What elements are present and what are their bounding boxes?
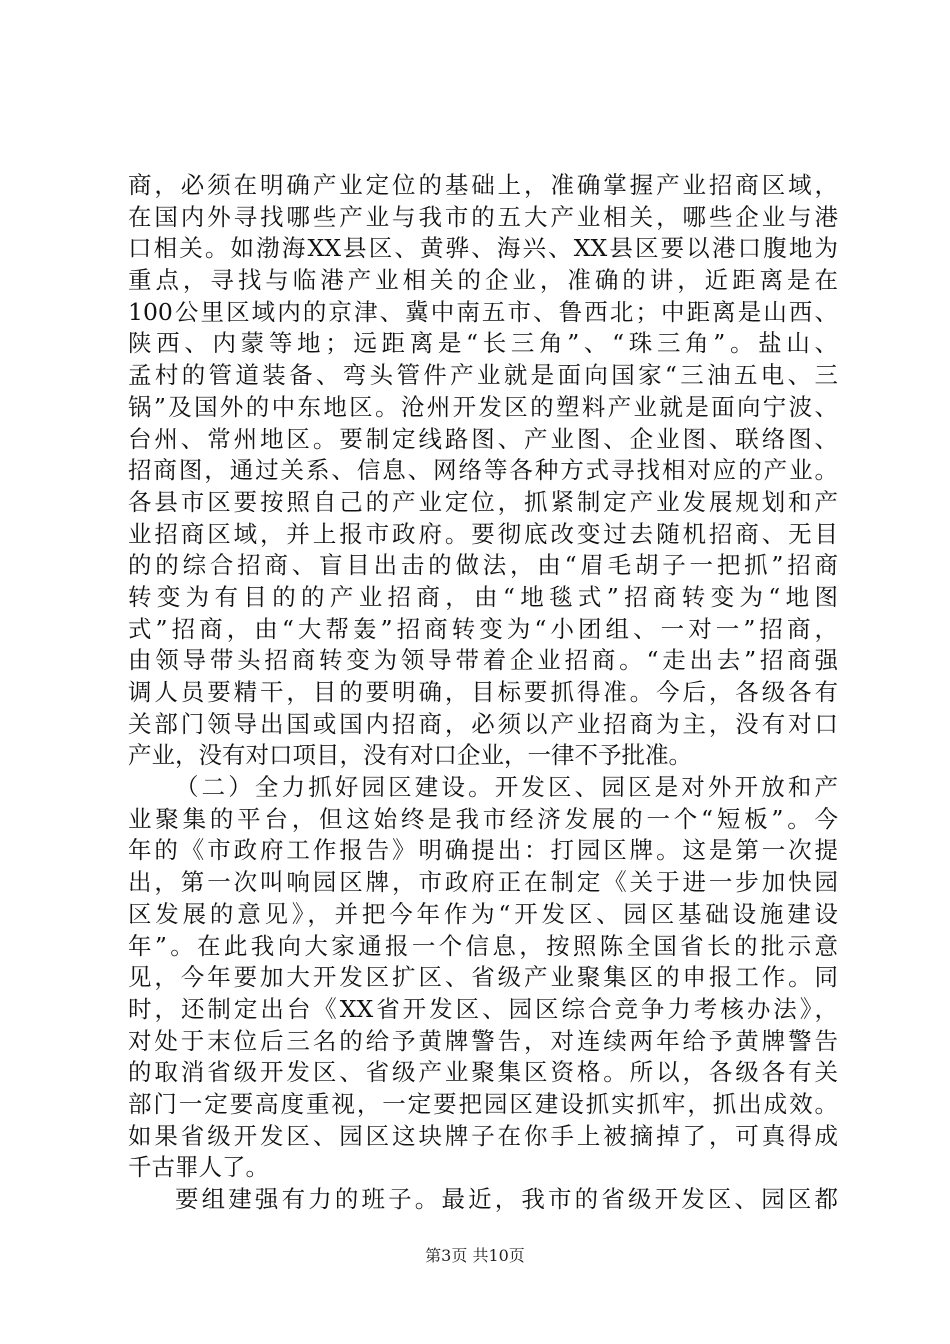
text-line: 见，今年要加大开发区扩区、省级产业聚集区的申报工作。同 — [128, 963, 838, 992]
text-line: 锅”及国外的中东地区。沧州开发区的塑料产业就是面向宁波、 — [128, 392, 838, 421]
text-line: 产业，没有对口项目，没有对口企业，一律不予批准。 — [128, 741, 692, 770]
page-number: 第3页 共10页 — [425, 1246, 525, 1265]
text-line: 转变为有目的的产业招商，由“地毯式”招商转变为“地图 — [128, 582, 838, 611]
text-line: 出，第一次叫响园区牌，市政府正在制定《关于进一步加快园 — [128, 868, 838, 897]
text-line: 时，还制定出台《XX省开发区、园区综合竞争力考核办法》， — [128, 994, 838, 1023]
text-line: 千古罪人了。 — [128, 1153, 269, 1182]
text-line: 部门一定要高度重视，一定要把园区建设抓实抓牢，抓出成效。 — [128, 1089, 838, 1118]
text-line: 陕西、内蒙等地；远距离是“长三角”、“珠三角”。盐山、 — [128, 329, 838, 358]
text-line: 在国内外寻找哪些产业与我市的五大产业相关，哪些企业与港 — [128, 202, 838, 231]
text-line: 业聚集的平台，但这始终是我市经济发展的一个“短板”。今 — [128, 804, 838, 833]
text-line: 口相关。如渤海XX县区、黄骅、海兴、XX县区要以港口腹地为 — [128, 234, 838, 263]
text-line: 调人员要精干，目的要明确，目标要抓得准。今后，各级各有 — [128, 678, 838, 706]
text-line: 年的《市政府工作报告》明确提出：打园区牌。这是第一次提 — [128, 836, 838, 865]
text-line: 的取消省级开发区、省级产业聚集区资格。所以，各级各有关 — [128, 1058, 838, 1087]
text-line: 的的综合招商、盲目出击的做法，由“眉毛胡子一把抓”招商 — [128, 551, 838, 580]
text-line: 如果省级开发区、园区这块牌子在你手上被摘掉了，可真得成 — [128, 1121, 838, 1150]
text-line: 台州、常州地区。要制定线路图、产业图、企业图、联络图、 — [128, 424, 838, 453]
text-line: 孟村的管道装备、弯头管件产业就是面向国家“三油五电、三 — [128, 361, 838, 390]
text-line: 年”。在此我向大家通报一个信息，按照陈全国省长的批示意 — [128, 931, 838, 960]
text-line: 对处于末位后三名的给予黄牌警告，对连续两年给予黄牌警告 — [128, 1026, 838, 1055]
text-line: 商，必须在明确产业定位的基础上，准确掌握产业招商区域， — [128, 171, 838, 199]
paragraph-start-line: 要组建强有力的班子。最近，我市的省级开发区、园区都 — [175, 1185, 838, 1213]
text-line: 重点，寻找与临港产业相关的企业，准确的讲，近距离是在 — [128, 266, 838, 295]
text-line: 式”招商，由“大帮轰”招商转变为“小团组、一对一”招商， — [128, 614, 838, 643]
text-line: 招商图，通过关系、信息、网络等各种方式寻找相对应的产业。 — [128, 456, 838, 485]
text-line: 业招商区域，并上报市政府。要彻底改变过去随机招商、无目 — [128, 519, 838, 548]
section-heading-line: （二）全力抓好园区建设。开发区、园区是对外开放和产 — [175, 773, 838, 802]
text-line: 100公里区域内的京津、冀中南五市、鲁西北；中距离是山西、 — [128, 297, 838, 326]
text-line: 由领导带头招商转变为领导带着企业招商。“走出去”招商强 — [128, 646, 838, 675]
text-line: 区发展的意见》，并把今年作为“开发区、园区基础设施建设 — [128, 899, 838, 928]
text-line: 关部门领导出国或国内招商，必须以产业招商为主，没有对口 — [128, 709, 838, 738]
text-line: 各县市区要按照自己的产业定位，抓紧制定产业发展规划和产 — [128, 487, 838, 516]
body-text — [128, 170, 838, 1216]
